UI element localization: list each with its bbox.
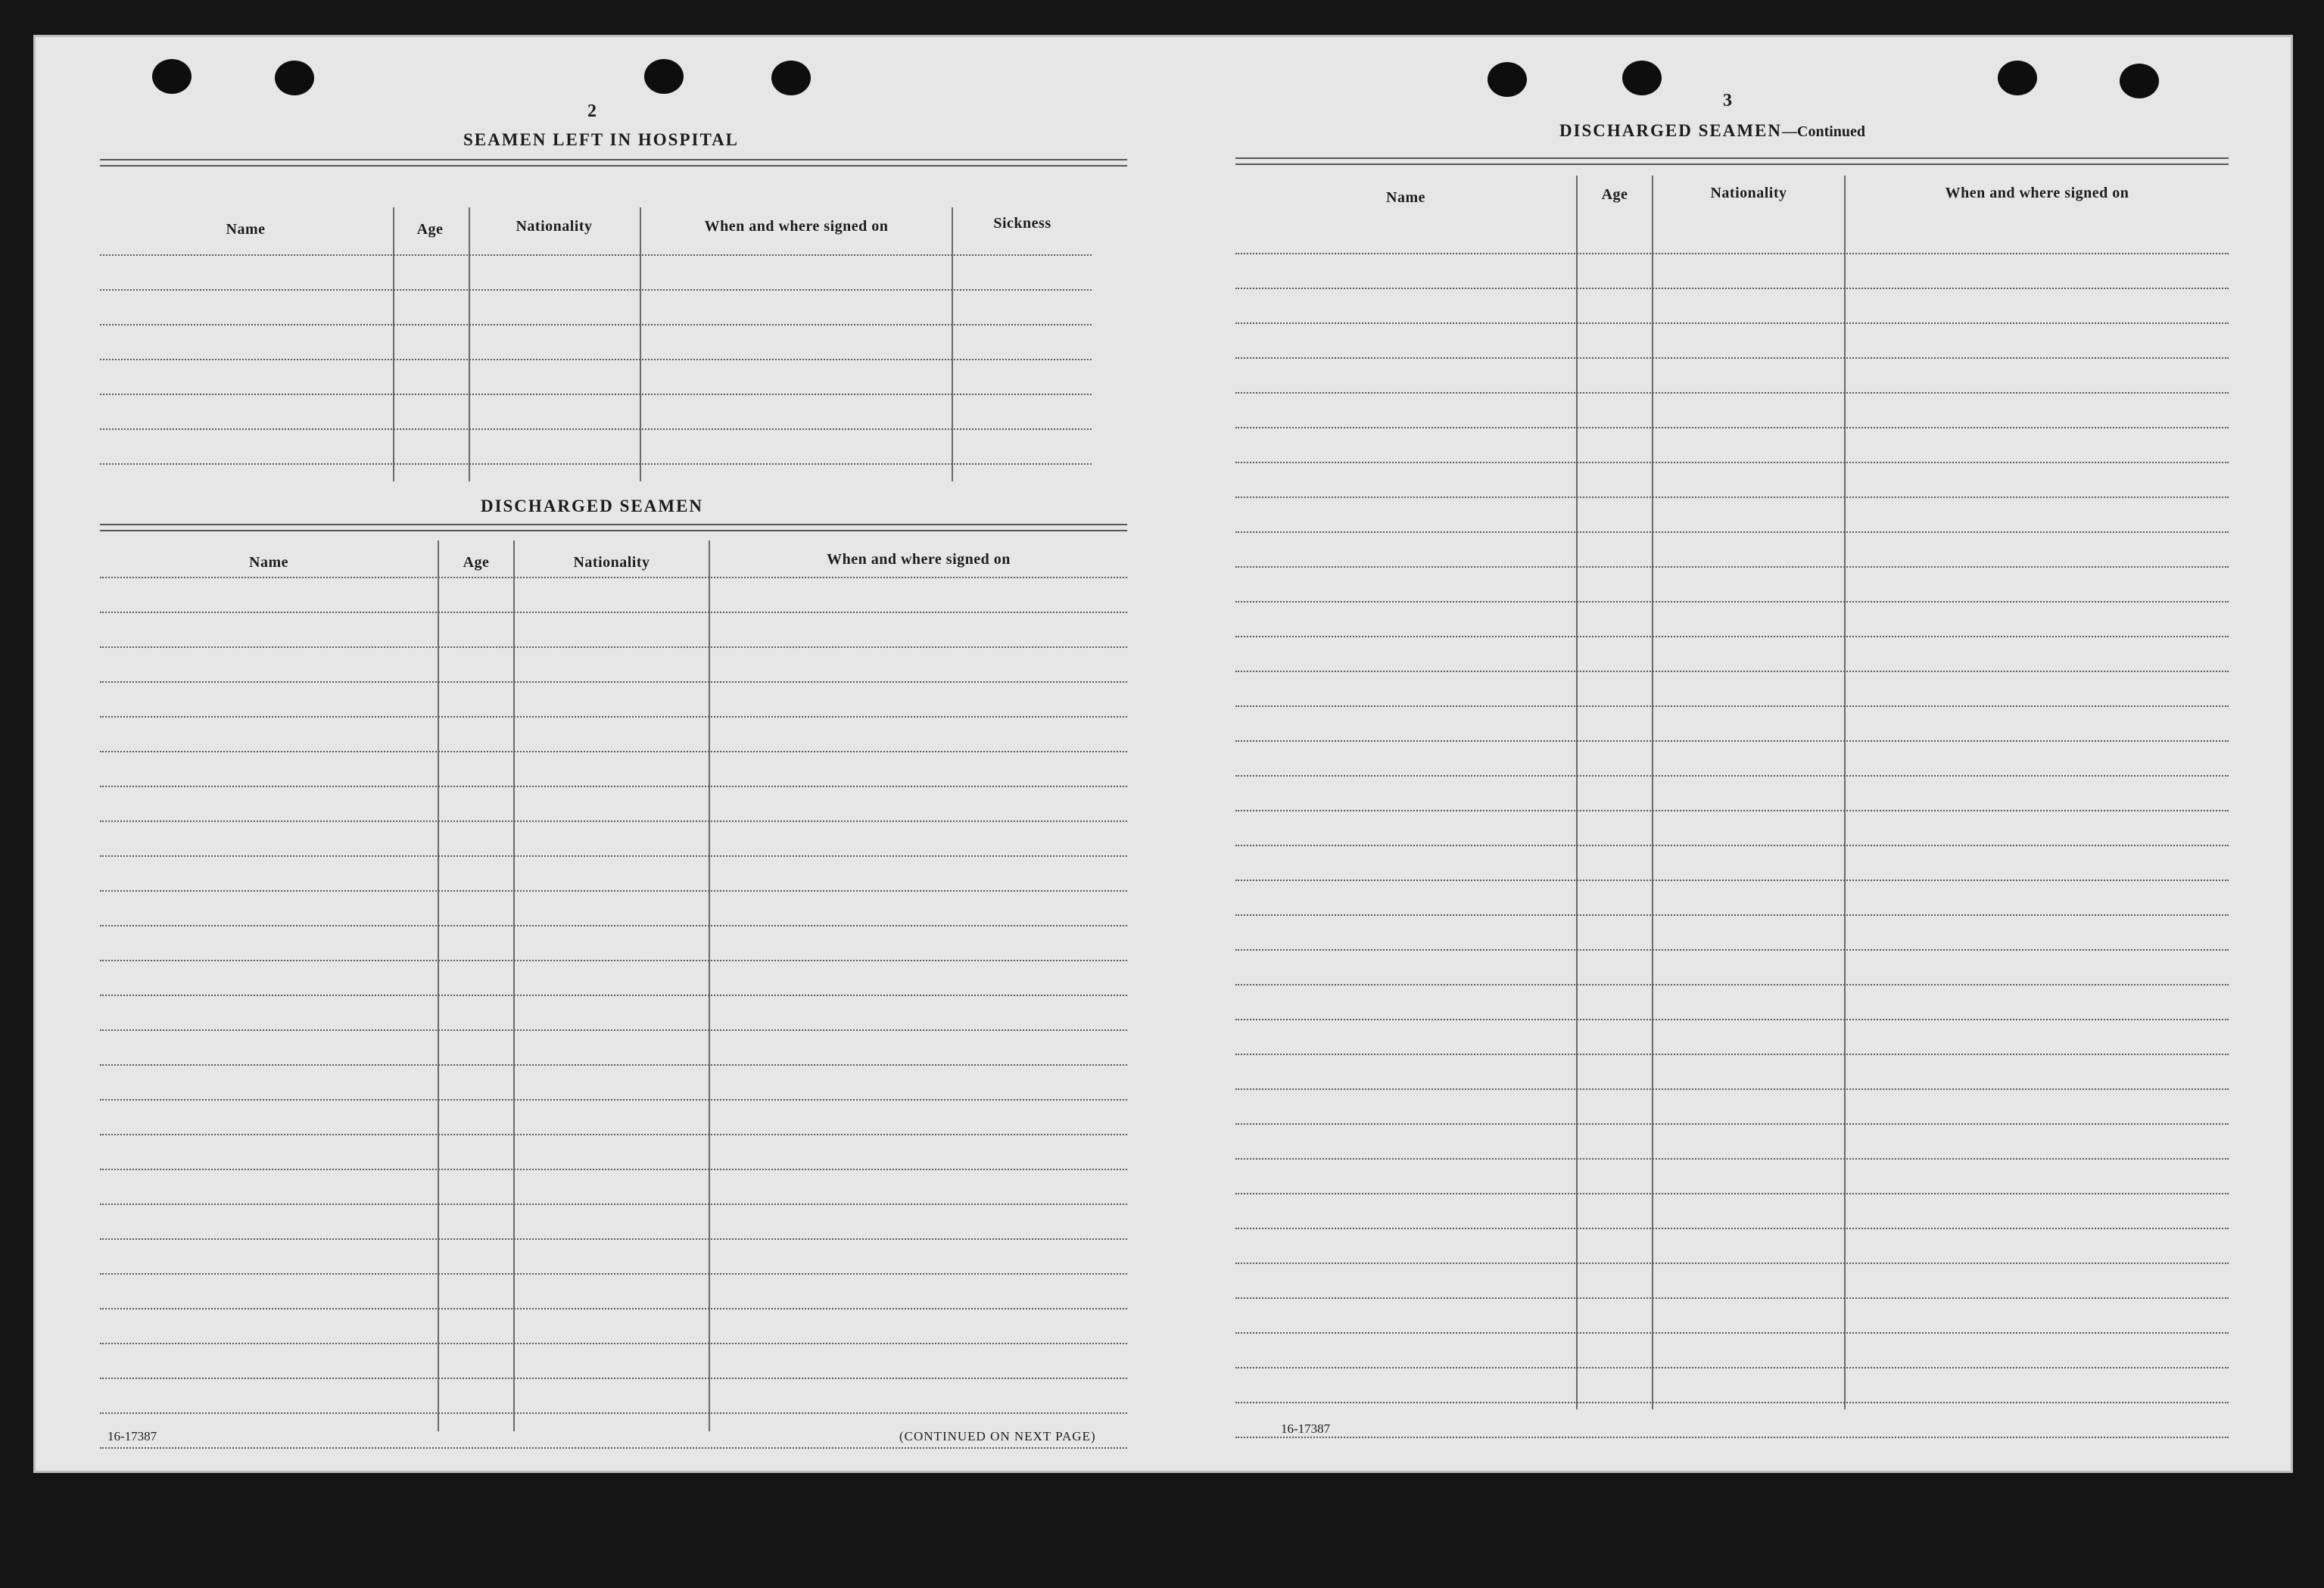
ruled-row-line bbox=[100, 960, 1127, 961]
ruled-row-line bbox=[100, 1099, 1127, 1101]
right-page bbox=[1235, 35, 2229, 1473]
ruled-row-line bbox=[100, 1169, 1127, 1170]
ruled-row-line bbox=[100, 751, 1127, 752]
ruled-row-line bbox=[1235, 1402, 2229, 1403]
double-rule bbox=[100, 530, 1127, 531]
col-header-signed-on: When and where signed on bbox=[827, 551, 1011, 568]
section-title-discharged-continued bbox=[1538, 121, 1886, 141]
discharged-continued-table bbox=[1235, 168, 2229, 1409]
ruled-row-line bbox=[1235, 1019, 2229, 1020]
ruled-row-line bbox=[1235, 322, 2229, 324]
column-divider bbox=[640, 207, 641, 481]
ruled-row-line bbox=[1235, 1088, 2229, 1090]
ruled-row-line bbox=[100, 577, 1127, 578]
ruled-row-line bbox=[100, 1134, 1127, 1135]
ruled-row-line bbox=[1235, 1367, 2229, 1368]
column-divider bbox=[513, 540, 515, 1431]
column-divider bbox=[1844, 176, 1846, 1409]
col-header-nationality: Nationality bbox=[516, 218, 593, 235]
double-rule bbox=[100, 524, 1127, 525]
ruled-row-line bbox=[100, 925, 1127, 926]
ruled-row-line bbox=[1235, 1332, 2229, 1334]
ruled-row-line bbox=[1235, 531, 2229, 533]
ruled-row-line bbox=[1235, 1297, 2229, 1299]
column-divider bbox=[952, 207, 953, 481]
ruled-row-line bbox=[100, 1273, 1127, 1275]
paper-sheet bbox=[33, 35, 2293, 1473]
ruled-row-line bbox=[1235, 1437, 2229, 1438]
ruled-row-line bbox=[1235, 288, 2229, 289]
ruled-row-line bbox=[1235, 392, 2229, 394]
column-divider bbox=[393, 207, 394, 481]
col-header-name: Name bbox=[249, 554, 288, 571]
ruled-row-line bbox=[100, 1378, 1127, 1379]
page-number: 3 bbox=[1723, 91, 1732, 111]
section-title-discharged: DISCHARGED SEAMEN bbox=[480, 497, 704, 515]
title-suffix: —Continued bbox=[1782, 123, 1866, 140]
ruled-row-line bbox=[100, 995, 1127, 996]
title-main: DISCHARGED SEAMEN bbox=[1559, 121, 1783, 140]
ruled-row-line bbox=[100, 324, 1092, 325]
col-header-sickness: Sickness bbox=[993, 215, 1051, 232]
ruled-row-line bbox=[1235, 601, 2229, 603]
col-header-signed-on: When and where signed on bbox=[1945, 185, 2129, 201]
ruled-row-line bbox=[1235, 1228, 2229, 1229]
double-rule bbox=[1235, 157, 2229, 159]
form-code: 16-17387 bbox=[107, 1429, 157, 1443]
ruled-row-line bbox=[1235, 705, 2229, 707]
col-header-name: Name bbox=[226, 221, 266, 238]
ruled-row-line bbox=[1235, 845, 2229, 846]
ruled-row-line bbox=[100, 1029, 1127, 1031]
ruled-row-line bbox=[1235, 497, 2229, 498]
form-code: 16-17387 bbox=[1281, 1421, 1331, 1436]
ruled-row-line bbox=[1235, 357, 2229, 359]
double-rule bbox=[100, 159, 1127, 160]
ruled-row-line bbox=[1235, 880, 2229, 881]
ruled-row-line bbox=[1235, 566, 2229, 568]
column-divider bbox=[709, 540, 710, 1431]
col-header-name: Name bbox=[1386, 189, 1425, 206]
ruled-row-line bbox=[1235, 810, 2229, 811]
ruled-row-line bbox=[1235, 253, 2229, 254]
ruled-row-line bbox=[1235, 1123, 2229, 1125]
ruled-row-line bbox=[100, 716, 1127, 718]
ruled-row-line bbox=[1235, 427, 2229, 428]
ruled-row-line bbox=[1235, 671, 2229, 672]
column-divider bbox=[1576, 176, 1578, 1409]
double-rule bbox=[100, 165, 1127, 167]
left-page bbox=[100, 35, 1127, 1473]
double-rule bbox=[1235, 163, 2229, 165]
ruled-row-line bbox=[100, 1343, 1127, 1344]
ruled-row-line bbox=[1235, 740, 2229, 742]
hospital-table bbox=[100, 171, 1092, 481]
ruled-row-line bbox=[100, 1064, 1127, 1066]
ruled-row-line bbox=[1235, 1193, 2229, 1194]
column-divider bbox=[438, 540, 439, 1431]
ruled-row-line bbox=[100, 855, 1127, 857]
discharged-table bbox=[100, 534, 1127, 1431]
ruled-row-line bbox=[1235, 636, 2229, 637]
ruled-row-line bbox=[1235, 984, 2229, 985]
col-header-age: Age bbox=[1601, 186, 1628, 203]
ruled-row-line bbox=[100, 1238, 1127, 1240]
ruled-row-line bbox=[1235, 1263, 2229, 1264]
ruled-row-line bbox=[100, 1203, 1127, 1205]
col-header-nationality: Nationality bbox=[573, 554, 650, 571]
ruled-row-line bbox=[100, 820, 1127, 822]
column-divider bbox=[1652, 176, 1653, 1409]
ruled-row-line bbox=[1235, 949, 2229, 951]
ruled-row-line bbox=[100, 786, 1127, 787]
ruled-row-line bbox=[1235, 462, 2229, 463]
ruled-row-line bbox=[1235, 1054, 2229, 1055]
ruled-row-line bbox=[100, 1308, 1127, 1309]
ruled-row-line bbox=[1235, 1158, 2229, 1160]
ruled-row-line bbox=[100, 1447, 1127, 1449]
ruled-row-line bbox=[100, 463, 1092, 465]
col-header-age: Age bbox=[416, 221, 444, 238]
ruled-row-line bbox=[100, 1412, 1127, 1414]
ruled-row-line bbox=[100, 289, 1092, 291]
ruled-row-line bbox=[100, 646, 1127, 648]
section-title-hospital: SEAMEN LEFT IN HOSPITAL bbox=[463, 130, 740, 149]
page-number: 2 bbox=[587, 101, 597, 121]
col-header-nationality: Nationality bbox=[1710, 185, 1787, 201]
ruled-row-line bbox=[100, 428, 1092, 430]
ruled-row-line bbox=[100, 359, 1092, 360]
ruled-row-line bbox=[100, 612, 1127, 613]
ruled-row-line bbox=[100, 394, 1092, 395]
ruled-row-line bbox=[100, 254, 1092, 256]
col-header-signed-on: When and where signed on bbox=[704, 218, 889, 235]
continued-footer: (CONTINUED ON NEXT PAGE) bbox=[899, 1429, 1096, 1443]
ruled-row-line bbox=[1235, 775, 2229, 777]
ruled-row-line bbox=[1235, 914, 2229, 916]
ruled-row-line bbox=[100, 681, 1127, 683]
column-divider bbox=[469, 207, 470, 481]
ruled-row-line bbox=[100, 890, 1127, 892]
col-header-age: Age bbox=[463, 554, 490, 571]
